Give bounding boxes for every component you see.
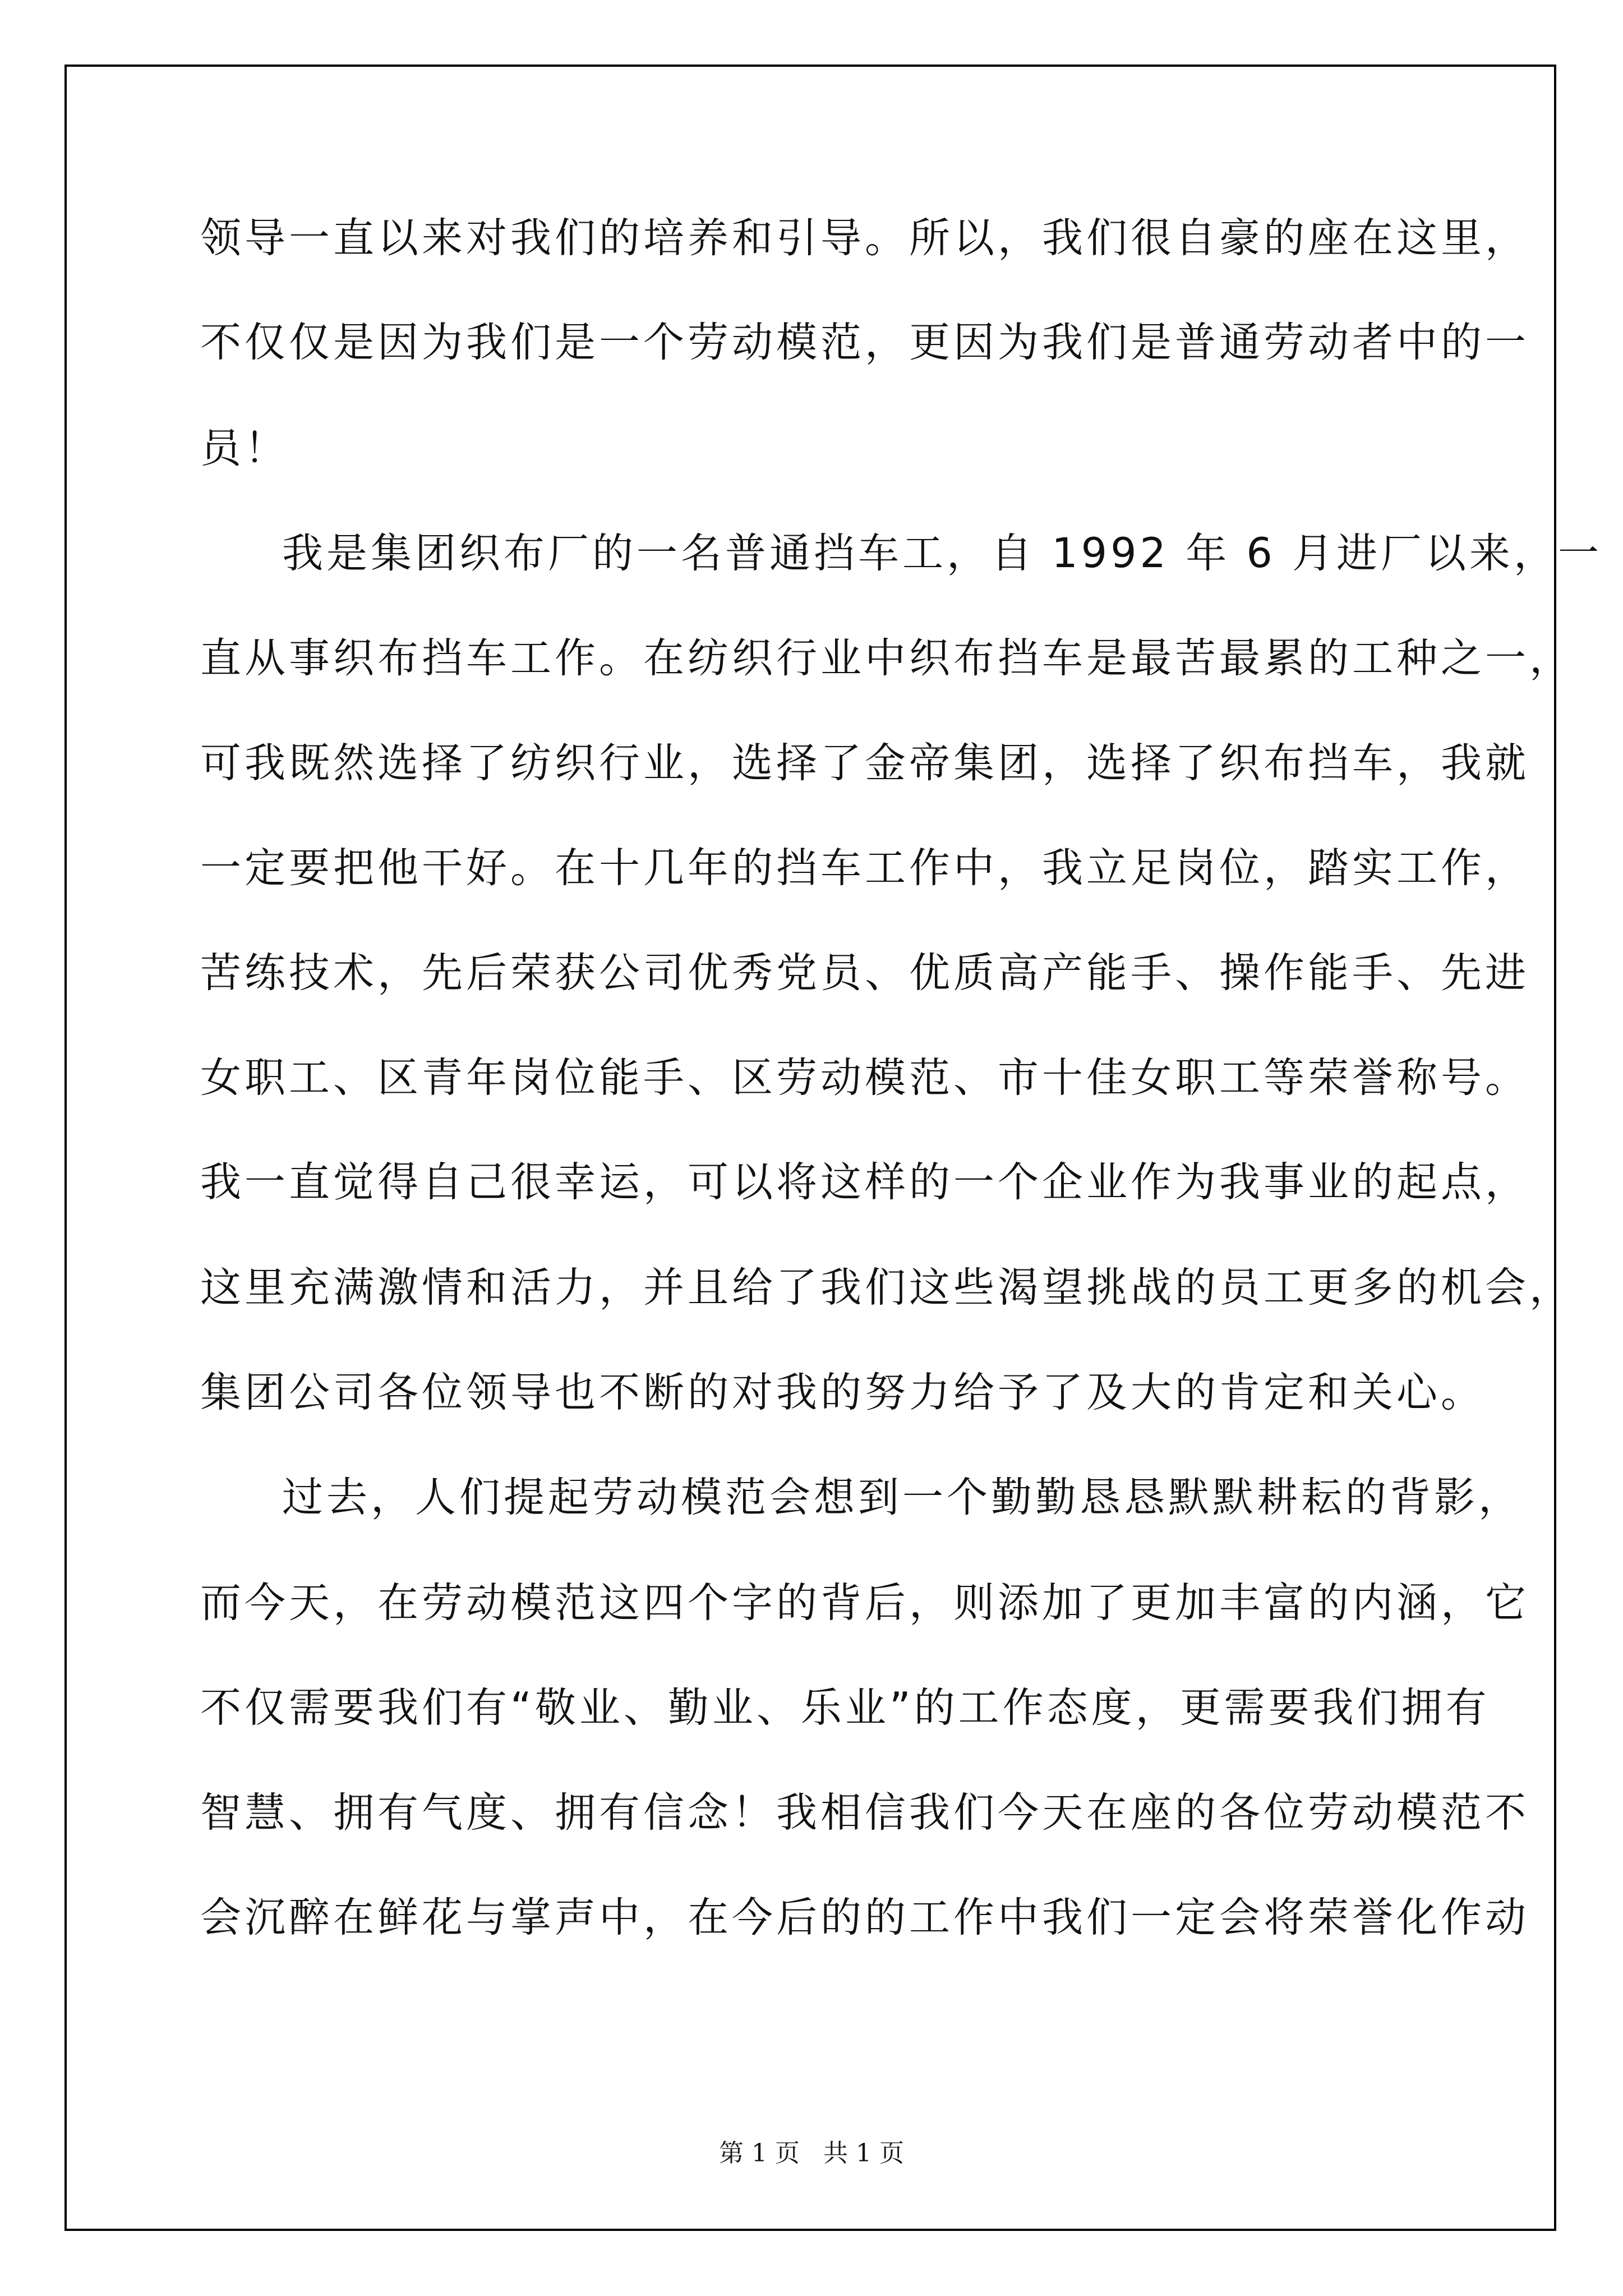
text-line: 我一直觉得自己很幸运，可以将这样的一个企业作为我事业的起点， xyxy=(200,1158,1529,1206)
text-line: 智慧、拥有气度、拥有信念！我相信我们今天在座的各位劳动模范不 xyxy=(200,1789,1529,1837)
text-line: 这里充满激情和活力，并且给了我们这些渴望挑战的员工更多的机会， xyxy=(200,1264,1574,1312)
text-line: 女职工、区青年岗位能手、区劳动模范、市十佳女职工等荣誉称号。 xyxy=(200,1054,1529,1102)
text-line: 过去，人们提起劳动模范会想到一个勤勤恳恳默默耕耘的背影， xyxy=(282,1474,1523,1521)
text-line: 直从事织布挡车工作。在纺织行业中织布挡车是最苦最累的工种之一， xyxy=(200,634,1574,682)
text-line: 苦练技术，先后荣获公司优秀党员、优质高产能手、操作能手、先进 xyxy=(200,949,1529,997)
text-line: 会沉醉在鲜花与掌声中，在今后的的工作中我们一定会将荣誉化作动 xyxy=(200,1894,1529,1941)
text-line: 我是集团织布厂的一名普通挡车工，自 1992 年 6 月进厂以来，一 xyxy=(282,530,1603,577)
text-line: 而今天，在劳动模范这四个字的背后，则添加了更加丰富的内涵，它 xyxy=(200,1579,1529,1627)
text-line: 不仅仅是因为我们是一个劳动模范，更因为我们是普通劳动者中的一 xyxy=(200,319,1529,366)
text-line: 不仅需要我们有“敬业、勤业、乐业”的工作态度，更需要我们拥有 xyxy=(200,1684,1490,1732)
text-line: 员！ xyxy=(200,425,289,472)
text-line: 一定要把他干好。在十几年的挡车工作中，我立足岗位，踏实工作， xyxy=(200,844,1529,892)
page-footer: 第 1 页 共 1 页 xyxy=(719,2139,904,2168)
text-line: 可我既然选择了纺织行业，选择了金帝集团，选择了织布挡车，我就 xyxy=(200,739,1529,787)
text-line: 领导一直以来对我们的培养和引导。所以，我们很自豪的座在这里， xyxy=(200,214,1529,262)
text-line: 集团公司各位领导也不断的对我的努力给予了及大的肯定和关心。 xyxy=(200,1369,1485,1416)
